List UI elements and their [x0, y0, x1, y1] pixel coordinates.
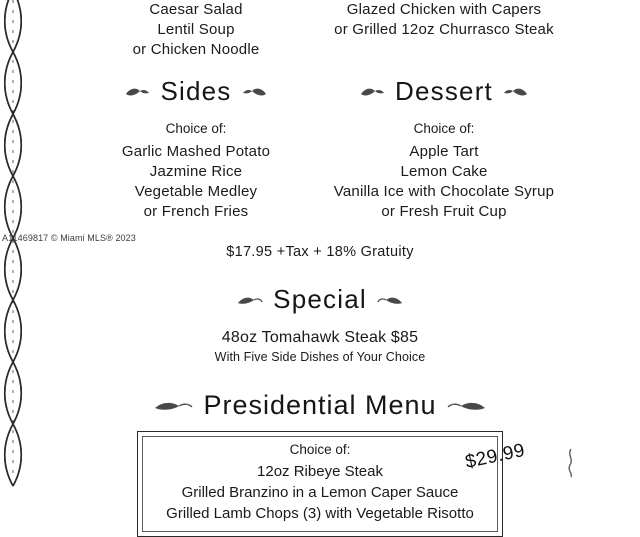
dessert-item: Apple Tart: [409, 143, 479, 160]
sides-dessert-row: [72, 60, 568, 222]
sides-choice-label: Choice of:: [165, 121, 227, 136]
sides-item: Vegetable Medley: [134, 183, 258, 200]
special-heading: [72, 284, 568, 315]
presidential-item: Grilled Branzino in a Lemon Caper Sauce: [181, 484, 459, 501]
dessert-heading: [320, 76, 568, 107]
dessert-item: or Fresh Fruit Cup: [381, 203, 507, 220]
swash-flourish-icon: [377, 293, 403, 307]
entree-column: [320, 0, 568, 60]
swash-flourish-icon: [153, 399, 193, 413]
top-choices-row: [72, 0, 568, 60]
sides-section: [72, 60, 320, 222]
presidential-heading: [72, 390, 568, 421]
swash-flourish-icon: [237, 293, 263, 307]
sides-item: Jazmine Rice: [149, 163, 243, 180]
appetizer-item: or Chicken Noodle: [132, 41, 260, 58]
menu-body: [72, 0, 568, 522]
special-item: 48oz Tomahawk Steak $85: [221, 329, 419, 346]
appetizer-item: Caesar Salad: [149, 1, 243, 18]
dessert-choice-label: Choice of:: [413, 121, 475, 136]
mls-watermark: A11469817 © Miami MLS® 2023: [2, 233, 136, 243]
rope-border-left-icon: [0, 0, 26, 490]
sides-item: Garlic Mashed Potato: [121, 143, 271, 160]
presidential-item: Grilled Lamb Chops (3) with Vegetable Risotto: [166, 505, 474, 522]
presidential-price: $29.99: [463, 439, 528, 474]
dessert-item: Vanilla Ice with Chocolate Syrup: [333, 183, 555, 200]
sides-heading: [72, 76, 320, 107]
prix-fixe-price: $17.95 +Tax + 18% Gratuity: [226, 244, 414, 260]
entree-item: Glazed Chicken with Capers: [346, 1, 542, 18]
appetizer-column: [72, 0, 320, 60]
corner-flourish-icon: [560, 448, 582, 478]
special-section: [72, 284, 568, 364]
presidential-title: Presidential Menu: [203, 390, 437, 420]
entree-item: or Grilled 12oz Churrasco Steak: [334, 21, 554, 38]
special-subtitle: With Five Side Dishes of Your Choice: [214, 350, 426, 364]
rope-border-right-icon: [0, 0, 26, 490]
dessert-item: Lemon Cake: [400, 163, 488, 180]
dessert-title: Dessert: [395, 76, 493, 106]
sides-item: or French Fries: [143, 203, 249, 220]
leaf-flourish-icon: [124, 85, 150, 99]
leaf-flourish-icon: [503, 85, 529, 99]
sides-title: Sides: [160, 76, 232, 106]
presidential-item: 12oz Ribeye Steak: [257, 463, 383, 480]
swash-flourish-icon: [447, 399, 487, 413]
presidential-choice-label: Choice of:: [289, 442, 351, 457]
leaf-flourish-icon: [242, 85, 268, 99]
special-title: Special: [273, 284, 367, 314]
leaf-flourish-icon: [359, 85, 385, 99]
appetizer-item: Lentil Soup: [157, 21, 235, 38]
dessert-section: [320, 60, 568, 222]
presidential-menu-box: [137, 431, 528, 537]
